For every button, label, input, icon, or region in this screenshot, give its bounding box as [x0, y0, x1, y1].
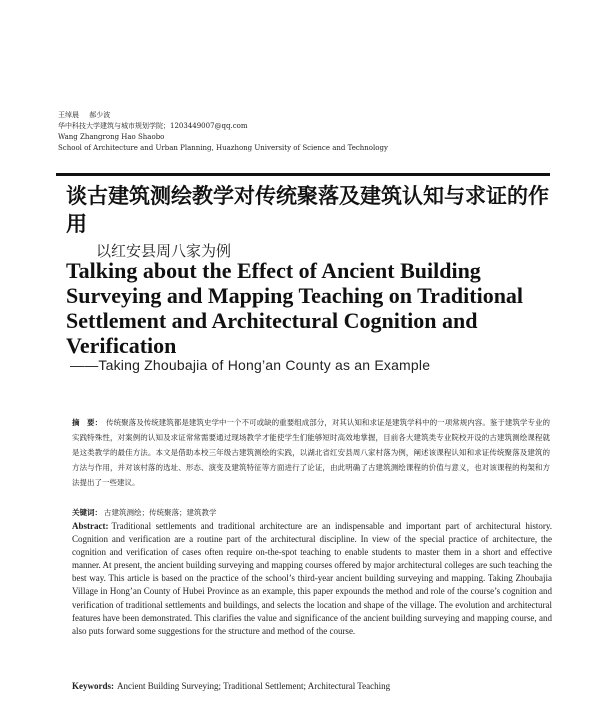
keywords-en-label: Keywords: [72, 681, 114, 691]
abstract-cn [72, 415, 550, 490]
author-names-cn [58, 110, 558, 121]
page-subtitle-en: ——Taking Zhoubajia of Hong’an County as an Example [70, 357, 431, 373]
author-name-2: 郝少波 [89, 111, 111, 119]
author-block [58, 110, 558, 154]
abstract-en [72, 520, 552, 638]
author-names-en: Wang Zhangrong Hao Shaobo [58, 133, 165, 141]
abstract-en-label: Abstract: [72, 521, 109, 531]
author-affiliation-cn: 华中科技大学建筑与城市规划学院；1203449007@qq.com [58, 122, 248, 130]
keywords-en [72, 680, 552, 692]
abstract-en-text: Traditional settlements and traditional architecture are an indispensable and important part of architectural history. Cognition and verification are a routine part of the architectural discipline. In view of the special practice of architecture, the cognition and verification of cases often require on-the-spot teaching to enable students to master them in a short and effective manner. At present, the ancient building surveying and mapping courses offered by major architectural colleges are such teaching the best way. This article is based on the practice of the school’s third-year ancient building surveying and mapping. Taking Zhoubajia Village in Hong’an County of Hubei Province as an example, this paper expounds the method and role of the course’s cognition and verification of traditional settlements and buildings, and selects the location and shape of the village. The evolution and architectural features have been demonstrated. This clarifies the value and significance of the ancient building surveying and mapping course, and also puts forward some suggestions for the structure and method of the course. [72, 521, 552, 636]
page-subtitle-cn: 以红安县周八家为例 [96, 242, 232, 260]
title-divider [56, 173, 550, 176]
author-affiliation-en: School of Architecture and Urban Planning, Huazhong University of Science and Technology [58, 144, 388, 152]
page-title-en: Talking about the Effect of Ancient Building Surveying and Mapping Teaching on Traditional Settlement and Architectural Cognition and Verification [66, 258, 524, 358]
keywords-cn-text: 古建筑测绘；传统聚落；建筑教学 [104, 508, 217, 517]
keywords-en-text: Ancient Building Surveying; Traditional Settlement; Architectural Teaching [117, 681, 391, 691]
keywords-cn-label: 关键词： [72, 508, 102, 517]
keywords-cn [72, 507, 550, 519]
abstract-cn-text: 传统聚落及传统建筑都是建筑史学中一个不可或缺的重要组成部分，对其认知和求证是建筑学科中的一项常规内容。鉴于建筑学专业的实践特殊性，对案例的认知及求证常常需要通过现场教学才能使学生们能够短时高效地掌握，目前各大建筑类专业院校开设的古建筑测绘课程就是这类教学的最佳方法。本文是借助本校三年级古建筑测绘的实践，以湖北省红安县周八家村落为例，阐述该课程认知和求证传统聚落及建筑的方法与作用，并对该村落的选址、形态、演变及建筑特征等方面进行了论证，由此明确了古建筑测绘课程的价值与意义，也对该课程的构架和方法提出了一些建议。 [72, 418, 551, 487]
abstract-cn-label: 摘 要： [72, 418, 103, 427]
page-title-cn: 谈古建筑测绘教学对传统聚落及建筑认知与求证的作用 [66, 184, 549, 236]
author-name-1: 王绰晨 [58, 111, 79, 119]
